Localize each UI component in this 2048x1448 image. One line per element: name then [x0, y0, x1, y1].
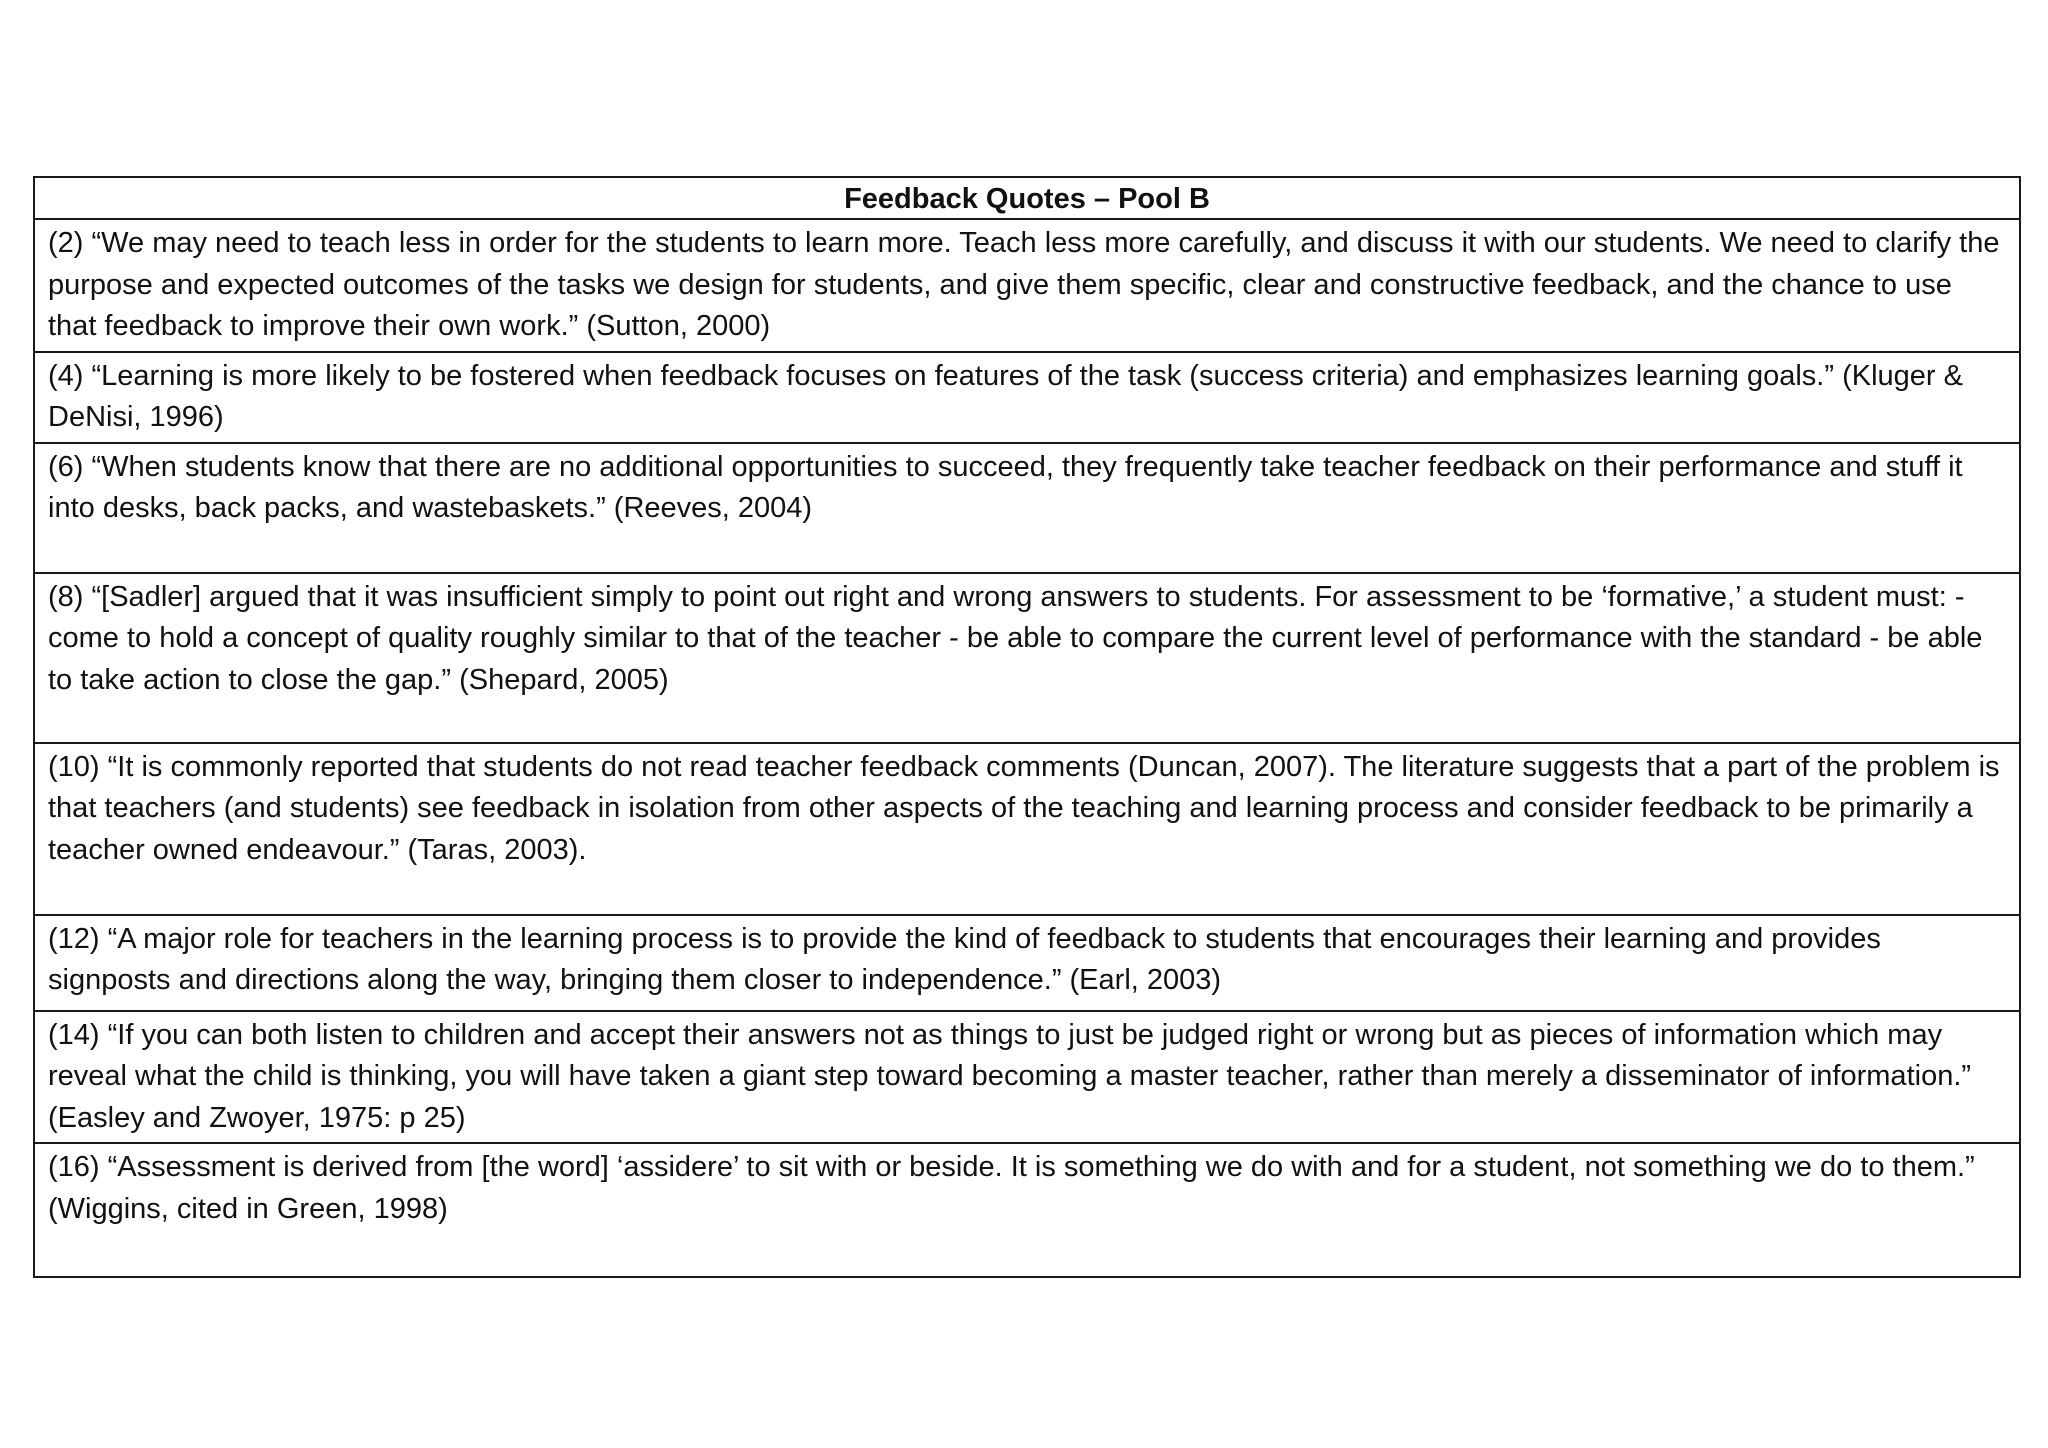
quote-row: [34, 352, 2020, 443]
quote-cell: (10) “It is commonly reported that students do not read teacher feedback comments (Duncan, 2007). The literature suggests that a part of the problem is that teachers (and students) see feedback in isolation from other aspects of the teaching and learning process and consider feedback to be primarily a teacher owned endeavour.” (Taras, 2003).: [34, 743, 2020, 915]
feedback-quotes-table: [33, 176, 2021, 1278]
table-title: Feedback Quotes – Pool B: [34, 177, 2020, 219]
quote-row: [34, 1143, 2020, 1277]
quote-cell: (14) “If you can both listen to children and accept their answers not as things to just be judged right or wrong but as pieces of information which may reveal what the child is thinking, you will have taken a giant step toward becoming a master teacher, rather than merely a disseminator of information.” (Easley and Zwoyer, 1975: p 25): [34, 1011, 2020, 1144]
quote-cell: (4) “Learning is more likely to be fostered when feedback focuses on features of the task (success criteria) and emphasizes learning goals.” (Kluger & DeNisi, 1996): [34, 352, 2020, 443]
quote-row: [34, 1011, 2020, 1144]
quote-cell: (16) “Assessment is derived from [the word] ‘assidere’ to sit with or beside. It is something we do with and for a student, not something we do to them.” (Wiggins, cited in Green, 1998): [34, 1143, 2020, 1277]
quote-row: [34, 219, 2020, 352]
quote-row: [34, 443, 2020, 573]
quote-row: [34, 915, 2020, 1011]
quote-row: [34, 743, 2020, 915]
quote-cell: (8) “[Sadler] argued that it was insufficient simply to point out right and wrong answers to students. For assessment to be ‘formative,’ a student must: - come to hold a concept of quality roughly similar to that of the teacher - be able to compare the current level of performance with the standard - be able to take action to close the gap.” (Shepard, 2005): [34, 573, 2020, 743]
table-header-row: [34, 177, 2020, 219]
quote-cell: (2) “We may need to teach less in order for the students to learn more. Teach less more carefully, and discuss it with our students. We need to clarify the purpose and expected outcomes of the tasks we design for students, and give them specific, clear and constructive feedback, and the chance to use that feedback to improve their own work.” (Sutton, 2000): [34, 219, 2020, 352]
quote-cell: (6) “When students know that there are no additional opportunities to succeed, they frequently take teacher feedback on their performance and stuff it into desks, back packs, and wastebaskets.” (Reeves, 2004): [34, 443, 2020, 573]
quote-row: [34, 573, 2020, 743]
quote-cell: (12) “A major role for teachers in the learning process is to provide the kind of feedback to students that encourages their learning and provides signposts and directions along the way, bringing them closer to independence.” (Earl, 2003): [34, 915, 2020, 1011]
